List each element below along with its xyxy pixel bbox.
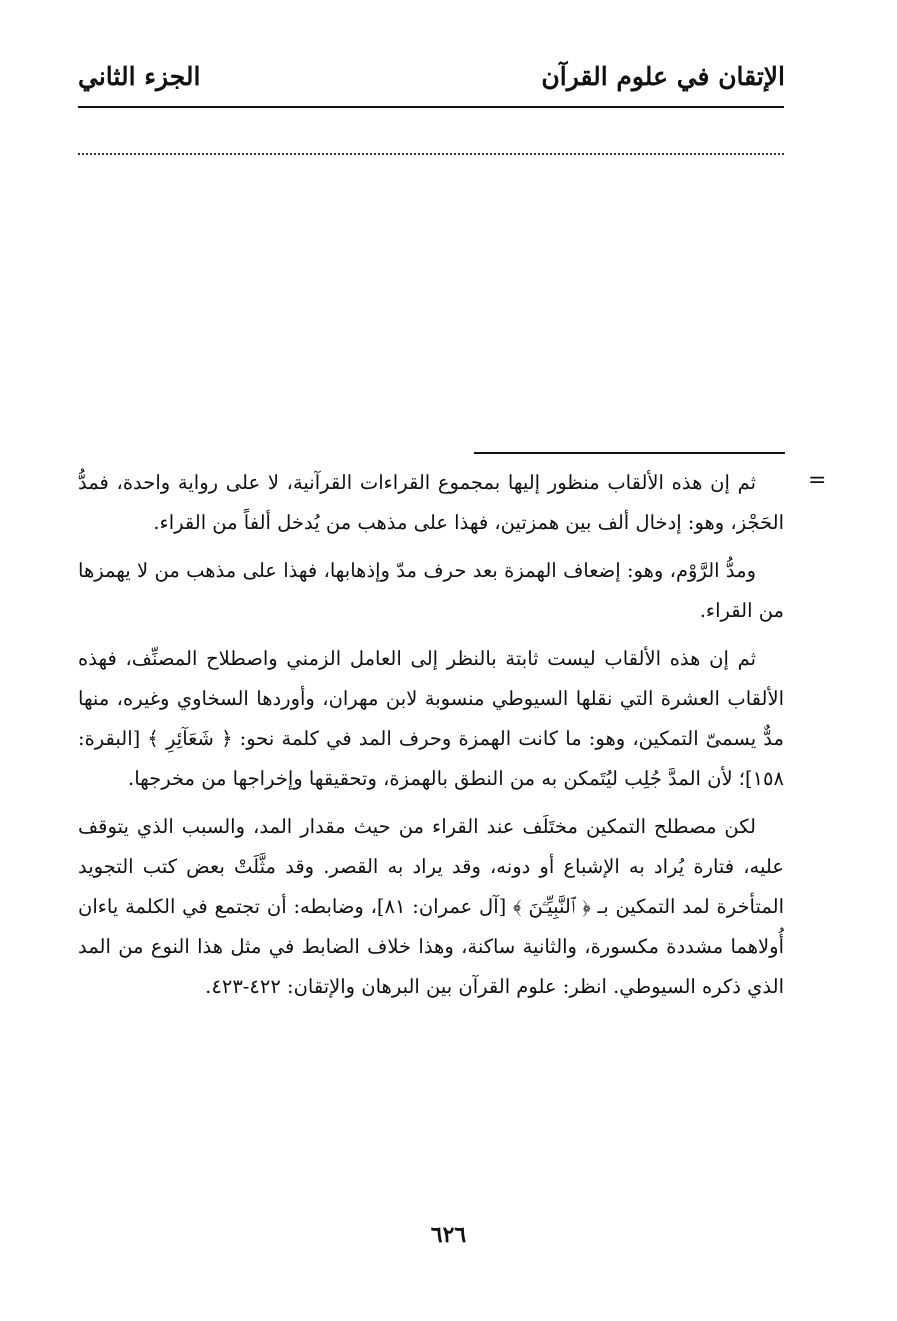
footnote-divider xyxy=(474,452,785,454)
footnote-paragraph: لكن مصطلح التمكين مختَلَف عند القراء من حيث مقدار المد، والسبب الذي يتوقف عليه، فتارة يُراد به الإشباع أو دونه، وقد يراد به القصر. وقد مثَّلَتْ بعض كتب التجويد المتأخرة لمد التمكين بـ ﴿ ٱلنَّبِيِّـۧنَ ﴾ [آل عمران: ٨١]، وضابطه: أن تجتمع في الكلمة ياءان أُولاهما مشددة مكسورة، والثانية ساكنة، وهذا خلاف الضابط في مثل هذا النوع من المد الذي ذكره السيوطي. انظر: علوم القرآن بين البرهان والإتقان: ٤٢٢-٤٢٣. xyxy=(78,815,784,998)
volume-label: الجزء الثاني xyxy=(78,62,201,91)
dotted-divider xyxy=(78,153,784,155)
book-title: الإتقان في علوم القرآن xyxy=(541,62,785,91)
footnote-paragraph: ثم إن هذه الألقاب منظور إليها بمجموع القراءات القرآنية، لا على رواية واحدة، فمدُّ الحَجْز، وهو: إدخال ألف بين همزتين، فهذا على مذهب من يُدخل ألفاً من القراء. xyxy=(78,471,784,534)
footnote-continuation-mark: = xyxy=(808,468,827,493)
footnotes-section xyxy=(78,463,784,1015)
page-number: ٦٢٦ xyxy=(430,1222,467,1248)
header-divider xyxy=(78,106,784,108)
footnote-paragraph: ثم إن هذه الألقاب ليست ثابتة بالنظر إلى العامل الزمني واصطلاح المصنِّف، فهذه الألقاب العشرة التي نقلها السيوطي منسوبة لابن مهران، وأوردها السخاوي وغيره، منها مدٌّ يسمىّ التمكين، وهو: ما كانت الهمزة وحرف المد في كلمة نحو: ﴿ شَعَآئِرِ ﴾ [البقرة: ١٥٨]؛ لأن المدَّ جُلِب ليُتَمكن به من النطق بالهمزة، وتحقيقها وإخراجها من مخرجها. xyxy=(78,647,784,790)
footnote-paragraph: ومدُّ الرَّوْم، وهو: إضعاف الهمزة بعد حرف مدّ وإذهابها، فهذا على مذهب من لا يهمزها من القراء. xyxy=(78,559,784,622)
